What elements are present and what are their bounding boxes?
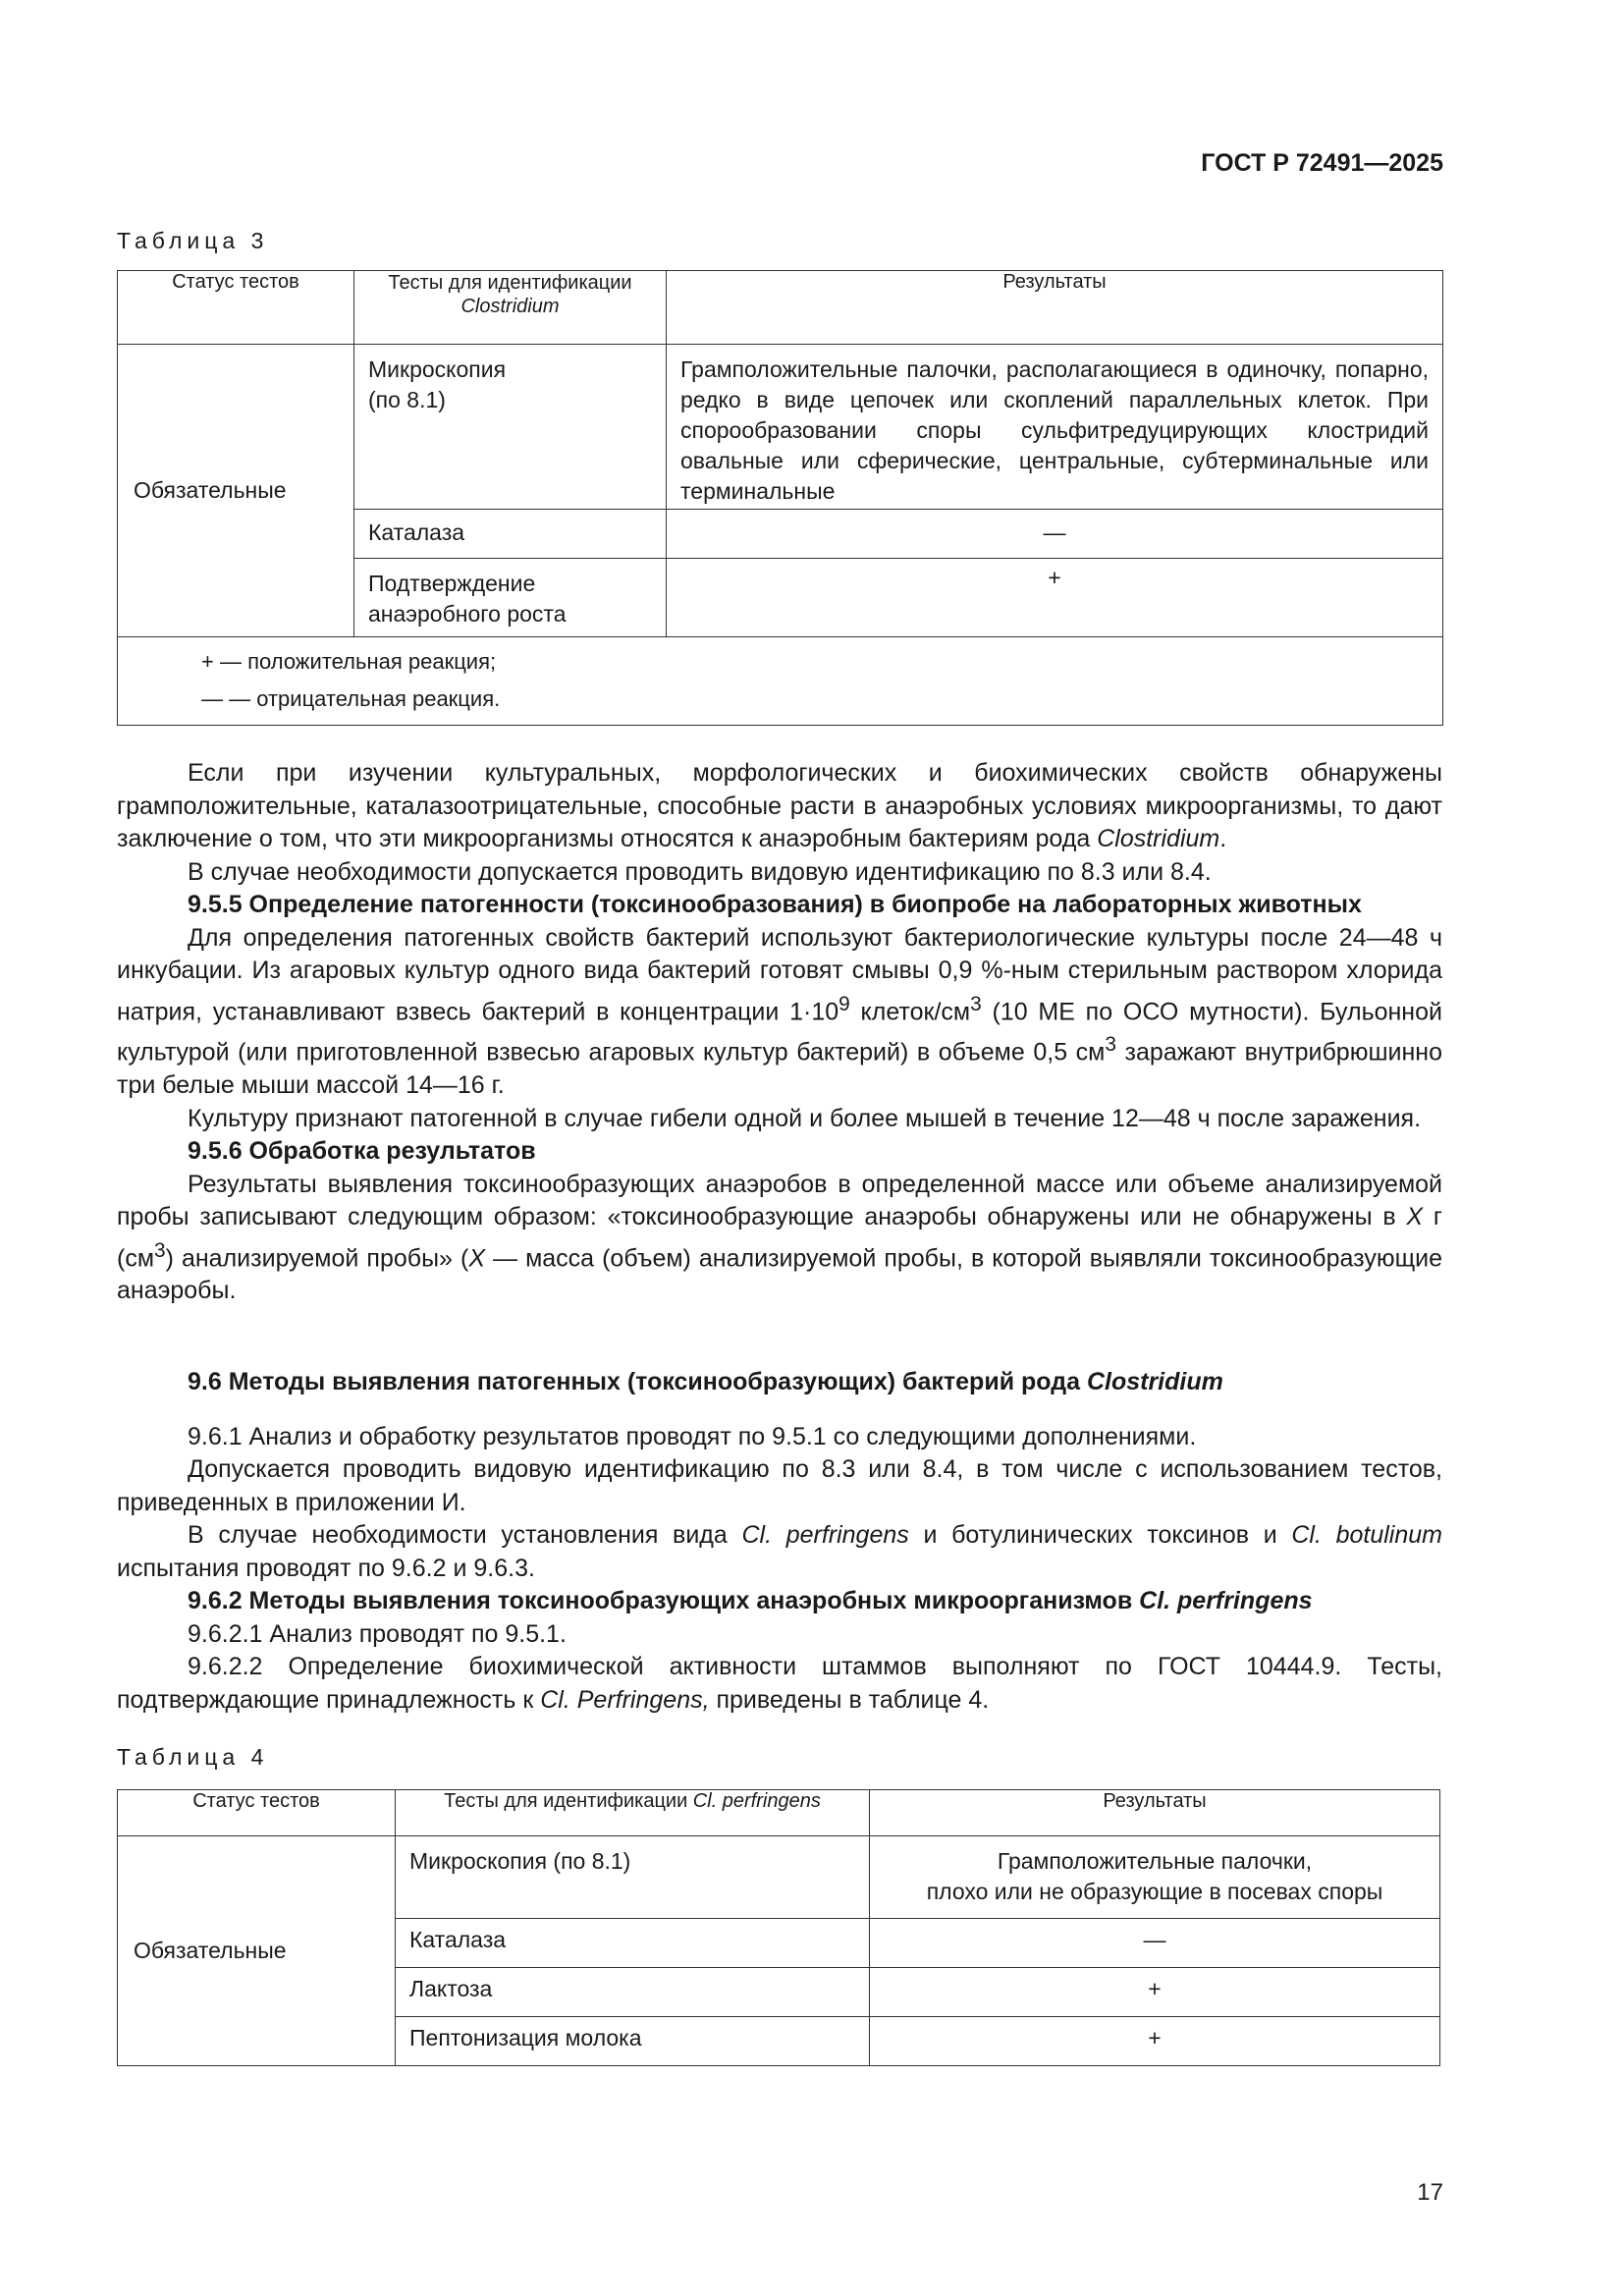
- paragraph: В случае необходимости допускается проводить видовую идентификацию по 8.3 или 8.4.: [188, 857, 1212, 886]
- status-cell: Обязательные: [118, 1836, 396, 2066]
- note-negative: — — отрицательная реакция.: [201, 686, 501, 711]
- table-header-row: [118, 271, 1443, 345]
- result-cell: +: [870, 2017, 1440, 2066]
- table-4-caption: Таблица 4: [117, 1744, 269, 1770]
- test-name: Подтверждение: [368, 571, 536, 596]
- result-cell: +: [870, 1968, 1440, 2017]
- paragraph: 9.6.2.1 Анализ проводят по 9.5.1.: [188, 1619, 567, 1648]
- heading-9-6-2: 9.6.2 Методы выявления токсинообразующих анаэробных микроорганизмов Cl. perfringens: [188, 1587, 1313, 1614]
- table-4: [117, 1789, 1440, 2066]
- test-cell: Лактоза: [396, 1968, 870, 2017]
- test-ref: (по 8.1): [368, 387, 446, 412]
- header-tests: Тесты для идентификации Cl. perfringens: [396, 1790, 870, 1836]
- table-notes-row: [118, 637, 1443, 726]
- paragraph: 9.6.2.2 Определение биохимической активности штаммов выполняют по ГОСТ 10444.9. Тесты, подтверждающие принадлежность к Cl. Perfringens, приведены в таблице 4.: [117, 1653, 1442, 1714]
- result-cell: +: [667, 559, 1443, 637]
- header-tests: [354, 271, 667, 345]
- paragraph: 9.6.1 Анализ и обработку результатов проводят по 9.5.1 со следующими дополнениями.: [188, 1422, 1197, 1450]
- document-code: ГОСТ Р 72491—2025: [1201, 149, 1443, 177]
- heading-9-6: 9.6 Методы выявления патогенных (токсинообразующих) бактерий рода Clostridium: [188, 1368, 1223, 1395]
- status-cell: Обязательные: [118, 345, 354, 637]
- header-tests-label: Тесты для идентификации: [388, 272, 632, 294]
- paragraph: Для определения патогенных свойств бактерий используют бактериологические культуры после 24—48 ч инкубации. Из агаровых культур одного вида бактерий готовят смывы 0,9 %-ным стерильным раствором хлорида натрия, устанавливают взвесь бактерий в концентрации $1\cdot 10^9$ клеток/$см^3$ (10 МЕ по ОСО мутности). Бульонной культурой (или приготовленной взвесью агаровых культур бактерий) в объеме 0,5 $см^3$ заражают внутрибрюшинно три белые мыши массой 14—16 г.: [117, 923, 1442, 1100]
- test-name: Микроскопия: [368, 356, 507, 382]
- header-results: Результаты: [667, 271, 1443, 345]
- note-positive: + — положительная реакция;: [201, 649, 497, 674]
- paragraph: Допускается проводить видовую идентификацию по 8.3 или 8.4, в том числе с использованием тестов, приведенных в приложении И.: [117, 1455, 1442, 1516]
- result-cell: Грамположительные палочки, располагающиеся в одиночку, попарно, редко в виде цепочек или скоплений параллельных клеток. При спорообразовании споры сульфитредуцирующих клостридий овальные или сферические, центральные, субтерминальные или терминальные: [667, 345, 1443, 510]
- paragraph: Результаты выявления токсинообразующих анаэробов в определенной массе или объеме анализируемой пробы записывают следующим образом: «токсинообразующие анаэробы обнаружены или не обнаружены в X г $(см^3)$ анализируемой пробы» (X — масса (объем) анализируемой пробы, в которой выявляли токсинообразующие анаэробы.: [117, 1170, 1443, 1305]
- table-notes: [118, 637, 1443, 726]
- test-cell: Каталаза: [354, 510, 667, 559]
- result-cell: —: [870, 1919, 1440, 1968]
- result-cell: Грамположительные палочки, плохо или не образующие в посевах споры: [870, 1836, 1440, 1919]
- section-body-1: [117, 757, 1442, 1308]
- test-cell: Пептонизация молока: [396, 2017, 870, 2066]
- heading-9-5-6: 9.5.6 Обработка результатов: [188, 1137, 536, 1166]
- test-cell: Каталаза: [396, 1919, 870, 1968]
- paragraph: В случае необходимости установления вида Cl. perfringens и ботулинических токсинов и Cl. botulinum испытания проводят по 9.6.2 и 9.6.3.: [117, 1521, 1442, 1582]
- paragraph: Культуру признают патогенной в случае гибели одной и более мышей в течение 12—48 ч после заражения.: [188, 1104, 1422, 1132]
- header-status: Статус тестов: [118, 271, 354, 345]
- table-3: [117, 270, 1443, 726]
- page-number: 17: [1417, 2179, 1443, 2206]
- section-body-2: [117, 1366, 1442, 1717]
- header-results: Результаты: [870, 1790, 1440, 1836]
- header-tests-genus: Clostridium: [460, 296, 560, 317]
- table-3-caption: Таблица 3: [117, 228, 269, 253]
- table-row: [118, 345, 1443, 510]
- header-status: Статус тестов: [118, 1790, 396, 1836]
- table-row: [118, 1836, 1440, 1919]
- table-header-row: [118, 1790, 1440, 1836]
- result-cell: —: [667, 510, 1443, 559]
- paragraph: Если при изучении культуральных, морфологических и биохимических свойств обнаружены грамположительные, каталазоотрицательные, способные расти в анаэробных условиях микроорганизмы, то дают заключение о том, что эти микроорганизмы относятся к анаэробным бактериям рода Clostridium.: [117, 759, 1442, 852]
- test-cell: [354, 345, 667, 510]
- heading-9-5-5: 9.5.5 Определение патогенности (токсинообразования) в биопробе на лабораторных животных: [188, 891, 1362, 918]
- test-cell: Микроскопия (по 8.1): [396, 1836, 870, 1919]
- test-name-cont: анаэробного роста: [368, 601, 567, 627]
- test-cell: [354, 559, 667, 637]
